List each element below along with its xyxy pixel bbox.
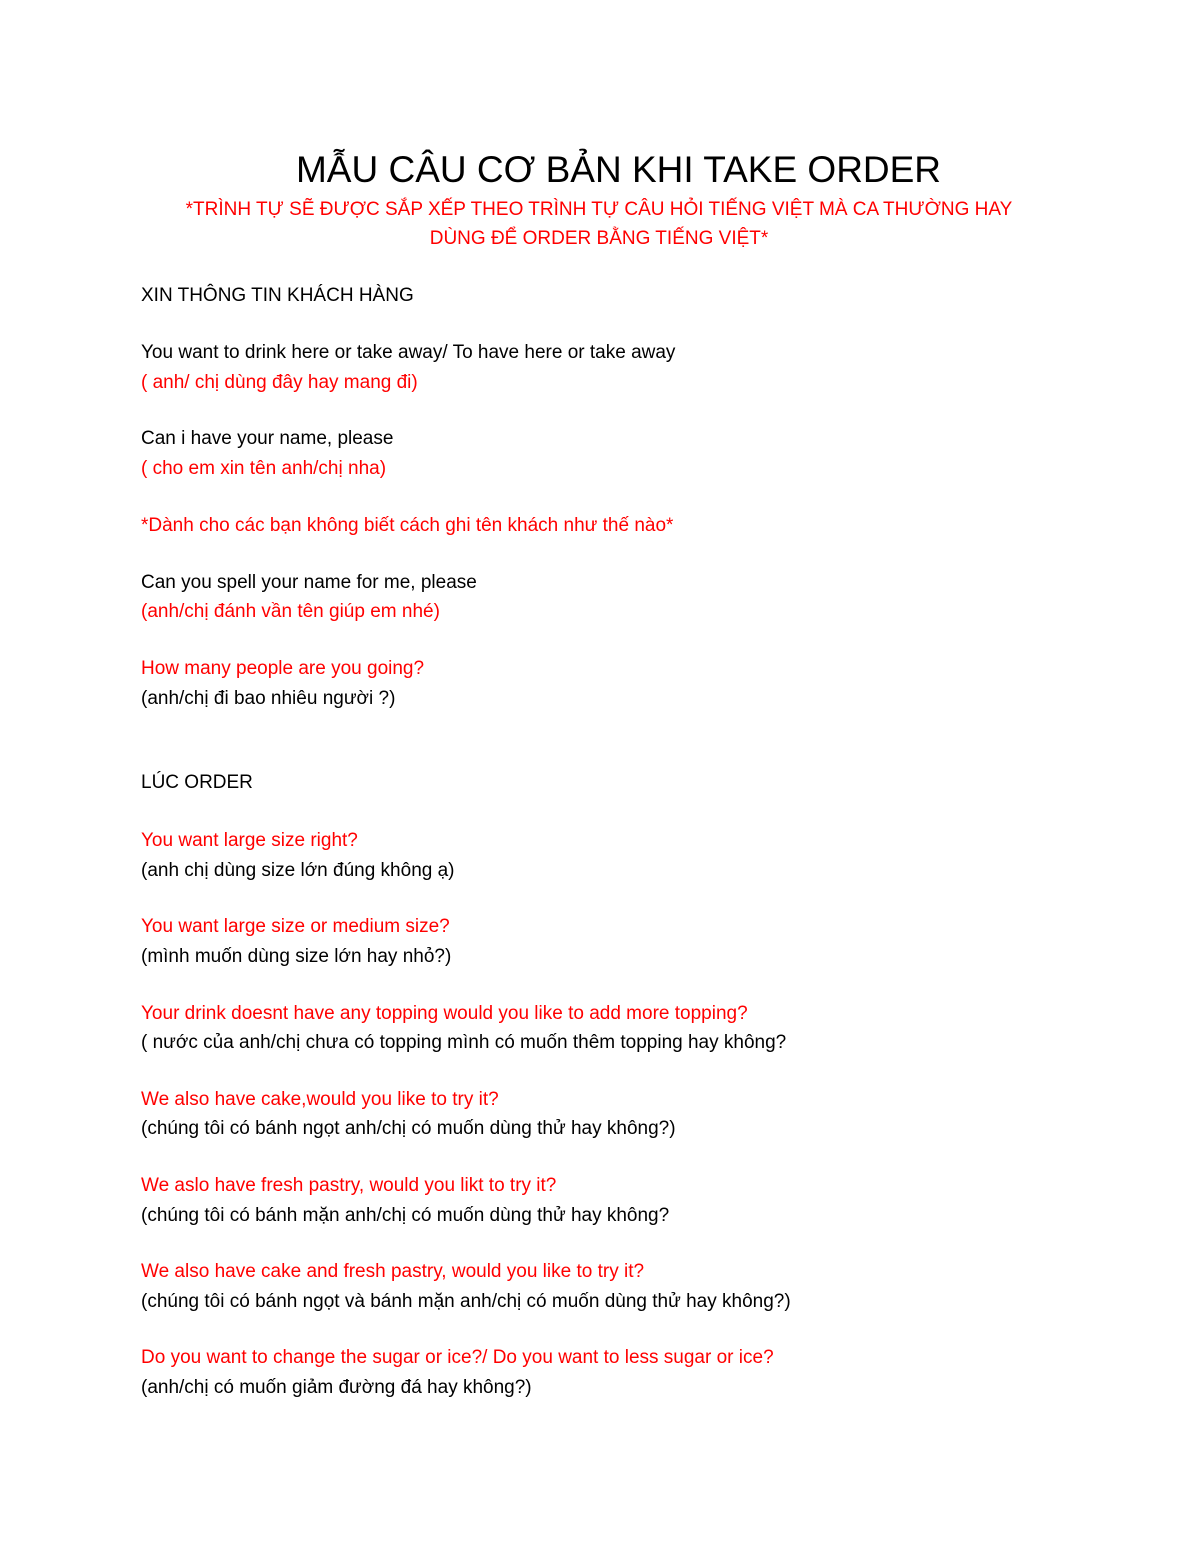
phrase-english: We also have cake,would you like to try it? (141, 1089, 499, 1110)
page-title: MẪU CÂU CƠ BẢN KHI TAKE ORDER (295, 149, 942, 190)
phrase-english: You want to drink here or take away/ To have here or take away (141, 342, 676, 363)
page-subtitle (0, 195, 1198, 253)
section-heading-order: LÚC ORDER (141, 772, 253, 793)
phrase-english: Can you spell your name for me, please (141, 572, 477, 593)
phrase-english: We aslo have fresh pastry, would you likt to try it? (141, 1175, 557, 1196)
phrase-english: You want large size or medium size? (141, 916, 450, 937)
phrase-vietnamese: (anh/chị có muốn giảm đường đá hay không?) (141, 1377, 532, 1398)
phrase-vietnamese: (chúng tôi có bánh ngọt và bánh mặn anh/chị có muốn dùng thử hay không?) (141, 1291, 791, 1312)
phrase-vietnamese: (chúng tôi có bánh ngọt anh/chị có muốn dùng thử hay không?) (141, 1118, 676, 1139)
phrase-vietnamese: ( anh/ chị dùng đây hay mang đi) (141, 372, 418, 393)
phrase-english: Can i have your name, please (141, 428, 394, 449)
phrase-vietnamese: (anh/chị đánh vần tên giúp em nhé) (141, 601, 440, 622)
phrase-vietnamese: ( nước của anh/chị chưa có topping mình có muốn thêm topping hay không? (141, 1032, 787, 1053)
section-heading-customer-info: XIN THÔNG TIN KHÁCH HÀNG (141, 285, 414, 306)
phrase-vietnamese: (anh chị dùng size lớn đúng không ạ) (141, 860, 455, 881)
phrase-vietnamese: (chúng tôi có bánh mặn anh/chị có muốn dùng thử hay không? (141, 1205, 670, 1226)
phrase-english: You want large size right? (141, 830, 358, 851)
subtitle-line-1: *TRÌNH TỰ SẼ ĐƯỢC SẮP XẾP THEO TRÌNH TỰ CÂU HỎI TIẾNG VIỆT MÀ CA THƯỜNG HAY (185, 199, 1013, 220)
phrase-vietnamese: (anh/chị đi bao nhiêu người ?) (141, 688, 396, 709)
phrase-english: We also have cake and fresh pastry, would you like to try it? (141, 1261, 645, 1282)
note-line: *Dành cho các bạn không biết cách ghi tên khách như thế nào* (141, 515, 674, 536)
phrase-english: Do you want to change the sugar or ice?/ Do you want to less sugar or ice? (141, 1347, 774, 1368)
phrase-english: How many people are you going? (141, 658, 425, 679)
phrase-english: Your drink doesnt have any topping would you like to add more topping? (141, 1003, 748, 1024)
subtitle-line-2: DÙNG ĐỂ ORDER BẰNG TIẾNG VIỆT* (429, 228, 769, 249)
phrase-vietnamese: ( cho em xin tên anh/chị nha) (141, 458, 387, 479)
phrase-vietnamese: (mình muốn dùng size lớn hay nhỏ?) (141, 946, 452, 967)
